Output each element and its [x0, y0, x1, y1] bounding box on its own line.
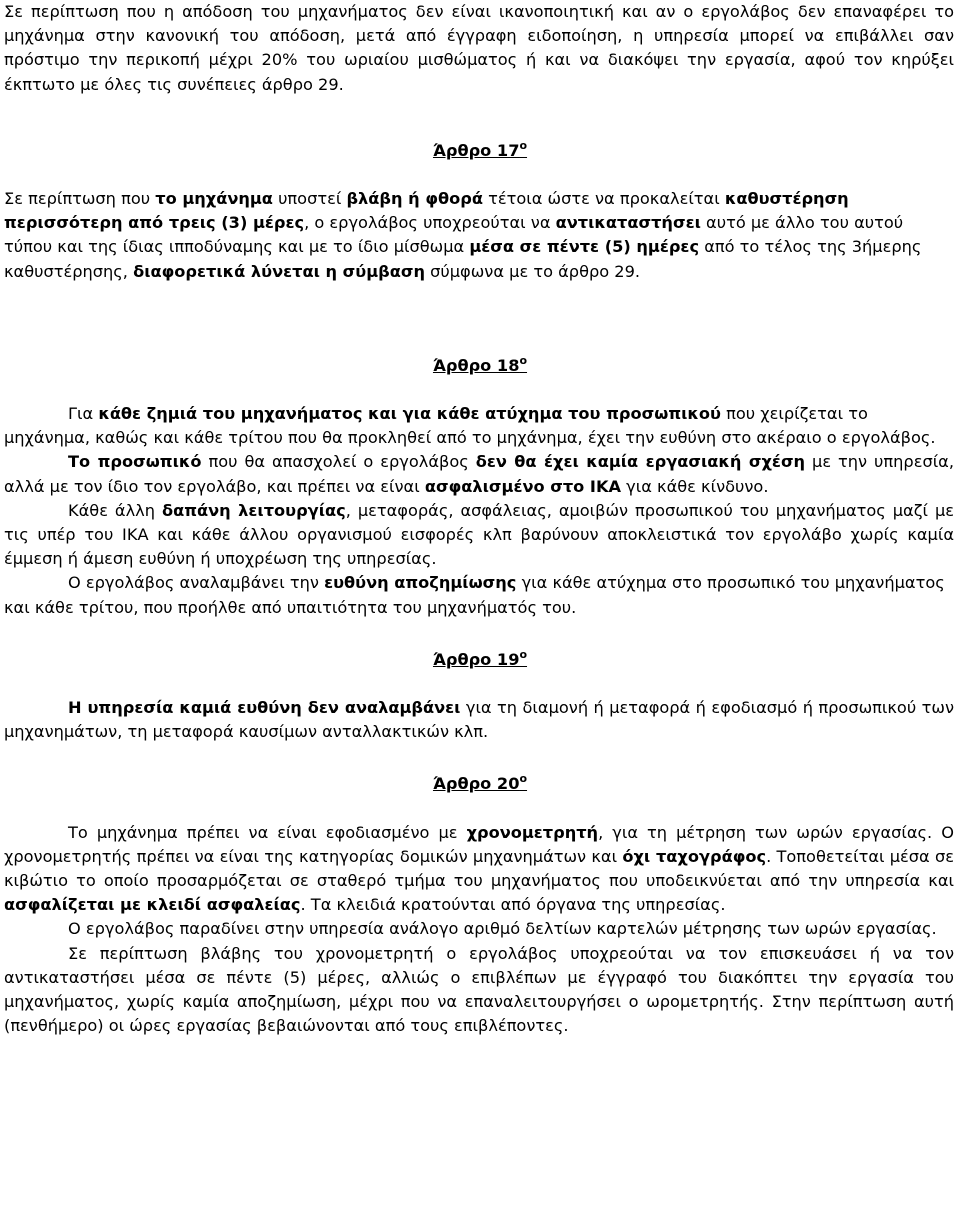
bold-phrase: Το προσωπικό	[68, 452, 202, 472]
bold-phrase: μέσα σε πέντε (5) ημέρες	[469, 237, 700, 257]
bold-phrase: χρονομετρητή	[466, 822, 599, 842]
article-18-paragraph-4: Ο εργολάβος αναλαμβάνει την ευθύνη αποζημίωσης για κάθε ατύχημα στο προσωπικό του μηχανήματος και κάθε τρίτου, που προήλθε από υπαιτιότητα του μηχανήματός του.	[4, 573, 945, 617]
article-18-title: Άρθρο 18	[432, 355, 520, 375]
intro-paragraph: Σε περίπτωση που η απόδοση του μηχανήματος δεν είναι ικανοποιητική και αν ο εργολάβος δεν επαναφέρει το μηχάνημα στην κανονική του απόδοση, μετά από έγγραφη ειδοποίηση, η υπηρεσία μπορεί να επιβάλλει σαν πρόστιμο την περικοπή μέχρι 20% του ωριαίου μισθώματος ή και να διακόψει την εργασία, αφού τον κηρύξει έκπτωτο με όλες τις συνέπειες άρθρο 29.	[4, 2, 954, 94]
bold-phrase: διαφορετικά λύνεται η σύμβαση	[133, 261, 425, 281]
article-18-paragraph-1: Για κάθε ζημιά του μηχανήματος και για κάθε ατύχημα του προσωπικού που χειρίζεται το μηχάνημα, καθώς και κάθε τρίτου που θα προκληθεί από το μηχάνημα, έχει την ευθύνη στο ακέραιο ο εργολάβος.	[4, 404, 936, 448]
article-17-heading	[0, 139, 960, 163]
article-19-ordinal: ο	[519, 647, 528, 661]
bold-phrase: δεν θα έχει καμία εργασιακή σχέση	[475, 452, 806, 472]
article-20-paragraph-1: Το μηχάνημα πρέπει να είναι εφοδιασμένο με χρονομετρητή, για τη μέτρηση των ωρών εργασίας. Ο χρονομετρητής πρέπει να είναι της κατηγορίας δομικών μηχανημάτων και όχι ταχογράφος. Τοποθετείται μέσα σε κιβώτιο το οποίο προσαρμόζεται σε σταθερό τμήμα του μηχανήματος που υποδεικνύεται από την υπηρεσία και ασφαλίζεται με κλειδί ασφαλείας. Τα κλειδιά κρατούνται από όργανα της υπηρεσίας.	[4, 822, 954, 915]
article-20-ordinal: ο	[519, 772, 528, 786]
article-20-paragraph-3: Σε περίπτωση βλάβης του χρονομετρητή ο εργολάβος υποχρεούται να τον επισκευάσει ή να τον αντικαταστήσει μέσα σε πέντε (5) μέρες, αλλιώς ο επιβλέπων με έγγραφό του διακόπτει την εργασία του μηχανήματος, χωρίς καμία αποζημίωση, μέχρι που να επαναλειτουργήσει ο ωρομετρητής. Στην περίπτωση αυτή (πενθήμερο) οι ώρες εργασίας βεβαιώνονται από τους επιβλέποντες.	[4, 943, 954, 1036]
article-20-paragraph-2: Ο εργολάβος παραδίνει στην υπηρεσία ανάλογο αριθμό δελτίων καρτελών μέτρησης των ωρών εργασίας.	[68, 919, 937, 939]
bold-phrase: ευθύνη αποζημίωσης	[324, 573, 517, 593]
bold-phrase: Η υπηρεσία καμιά ευθύνη δεν αναλαμβάνει	[68, 698, 461, 718]
bold-phrase: κάθε ζημιά του μηχανήματος και για κάθε ατύχημα του προσωπικού	[98, 404, 721, 424]
article-18-ordinal: ο	[519, 353, 528, 367]
article-18-paragraph-3: Κάθε άλλη δαπάνη λειτουργίας, μεταφοράς, ασφάλειας, αμοιβών προσωπικού του μηχανήματος μαζί με τις υπέρ του ΙΚΑ και κάθε άλλου οργανισμού εισφορές κλπ βαρύνουν αποκλειστικά τον εργολάβο χωρίς καμία έμμεση ή άμεση ευθύνη ή υποχρέωση της υπηρεσίας.	[4, 500, 955, 569]
bold-phrase: αντικαταστήσει	[555, 213, 701, 233]
article-20-title: Άρθρο 20	[432, 774, 520, 794]
article-17-ordinal: ο	[519, 138, 528, 152]
bold-phrase: δαπάνη λειτουργίας	[161, 500, 346, 520]
article-17-title: Άρθρο 17	[432, 140, 520, 160]
article-20-heading	[0, 772, 960, 796]
article-19-title: Άρθρο 19	[432, 649, 520, 669]
bold-phrase: ασφαλίζεται με κλειδί ασφαλείας	[4, 895, 301, 915]
article-19-heading	[0, 648, 960, 672]
bold-phrase: το μηχάνημα	[155, 189, 273, 209]
article-19-paragraph: Η υπηρεσία καμιά ευθύνη δεν αναλαμβάνει για τη διαμονή ή μεταφορά ή εφοδιασμό ή προσωπικού των μηχανημάτων, τη μεταφορά καυσίμων ανταλλακτικών κλπ.	[4, 698, 954, 742]
bold-phrase: ασφαλισμένο στο ΙΚΑ	[424, 476, 622, 496]
article-18-paragraph-2: Το προσωπικό που θα απασχολεί ο εργολάβος δεν θα έχει καμία εργασιακή σχέση με την υπηρεσία, αλλά με τον ίδιο τον εργολάβο, και πρέπει να είναι ασφαλισμένο στο ΙΚΑ για κάθε κίνδυνο.	[4, 452, 954, 496]
article-18-heading	[0, 354, 960, 378]
bold-phrase: βλάβη ή φθορά	[346, 189, 483, 209]
article-17-paragraph: Σε περίπτωση που το μηχάνημα υποστεί βλάβη ή φθορά τέτοια ώστε να προκαλείται καθυστέρηση περισσότερη από τρεις (3) μέρες, ο εργολάβος υποχρεούται να αντικαταστήσει αυτό με άλλο του αυτού τύπου και της ίδιας ιπποδύναμης και με το ίδιο μίσθωμα μέσα σε πέντε (5) ημέρες από το τέλος της 3ήμερης καθυστέρησης, διαφορετικά λύνεται η σύμβαση σύμφωνα με το άρθρο 29.	[4, 189, 922, 281]
bold-phrase: καθυστέρηση περισσότερη από τρεις (3) μέρες	[4, 189, 849, 233]
bold-phrase: όχι ταχογράφος	[622, 846, 767, 866]
